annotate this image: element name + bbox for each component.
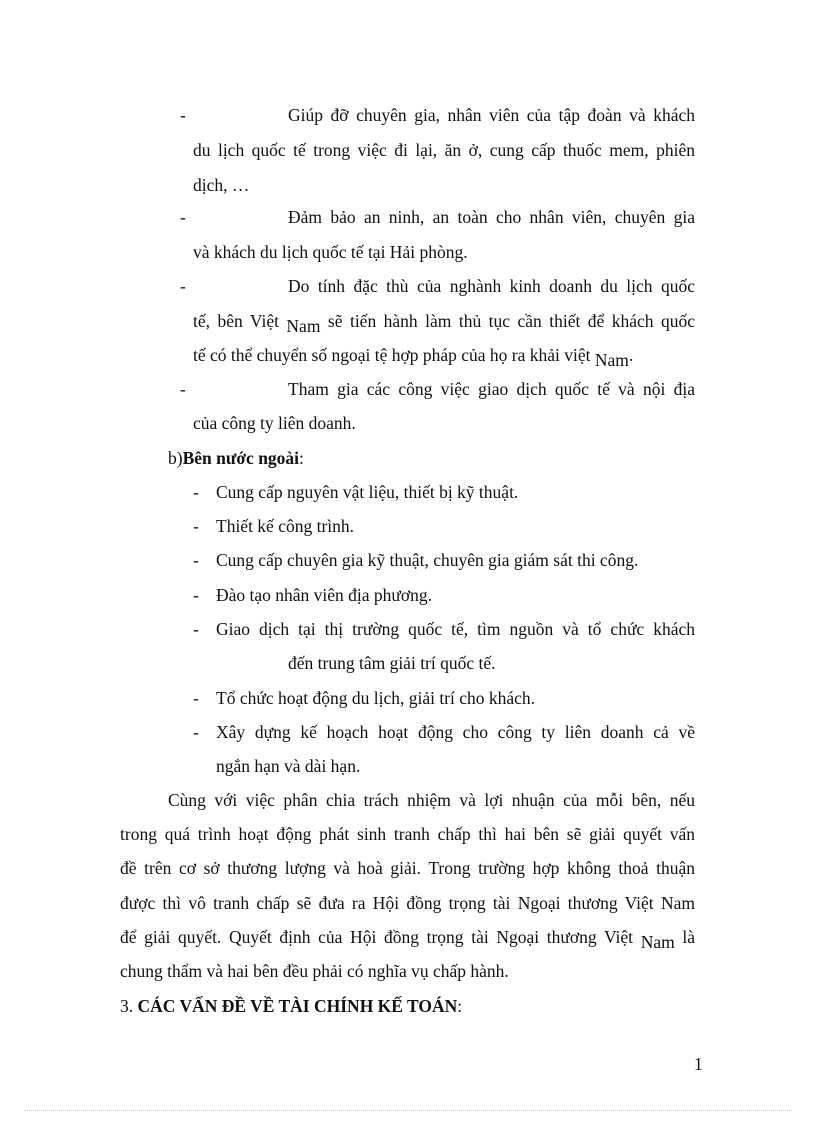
list-item-line: Tổ chức hoạt động du lịch, giải trí cho khách. — [216, 688, 536, 708]
list-item-line: Tham gia các công việc giao dịch quốc tế và nội địa — [288, 379, 695, 399]
heading-text: Bên nước ngoài — [182, 448, 300, 468]
text-run: . — [628, 345, 634, 365]
list-bullet: - — [193, 688, 199, 708]
paragraph-line: trong quá trình hoạt động phát sinh tranh chấp thì hai bên sẽ giải quyết vấn — [120, 824, 695, 844]
text-run: sẽ tiến hành làm thủ tục cần thiết để khách quốc — [327, 311, 696, 331]
text-run: tế, bên Việt — [193, 311, 279, 331]
list-bullet: - — [193, 550, 199, 570]
section-b-heading — [168, 447, 304, 469]
list-item-line: Giúp đỡ chuyên gia, nhân viên của tập đoàn và khách — [288, 105, 695, 125]
list-item-line: du lịch quốc tế trong việc đi lại, ăn ở, cung cấp thuốc mem, phiên — [193, 140, 695, 160]
list-item-line: Thiết kế công trình. — [216, 516, 355, 536]
list-item-line: Giao dịch tại thị trường quốc tế, tìm nguồn và tổ chức khách — [216, 619, 695, 639]
paragraph-line: Cùng với việc phân chia trách nhiệm và lợi nhuận của mỗi bên, nếu — [168, 790, 695, 810]
list-bullet: - — [193, 516, 199, 536]
list-bullet: - — [193, 482, 199, 502]
list-item-line: và khách du lịch quốc tế tại Hải phòng. — [193, 242, 468, 262]
list-item-line: Đảm bảo an ninh, an toàn cho nhân viên, chuyên gia — [288, 207, 695, 227]
list-bullet: - — [180, 379, 186, 399]
list-item-line: ngắn hạn và dài hạn. — [216, 756, 361, 776]
paragraph-line: được thì vô tranh chấp sẽ đưa ra Hội đồng trọng tài Ngoại thương Việt Nam — [120, 893, 695, 913]
section-3-heading — [120, 995, 462, 1017]
list-bullet: - — [180, 105, 186, 125]
heading-prefix: b) — [168, 448, 183, 468]
footer-divider — [24, 1110, 792, 1111]
list-bullet: - — [193, 722, 199, 742]
subscript-text: Nam — [594, 350, 629, 370]
page-number: 1 — [694, 1054, 703, 1074]
list-item-line — [193, 344, 634, 370]
paragraph-line: đề trên cơ sở thương lượng và hoà giải. Trong trường hợp không thoả thuận — [120, 858, 695, 878]
list-item-line: Xây dựng kế hoạch hoạt động cho công ty liên doanh cả về — [216, 722, 695, 742]
list-bullet: - — [193, 619, 199, 639]
heading-text: CÁC VẤN ĐỀ VỀ TÀI CHÍNH KẾ TOÁN — [137, 996, 458, 1016]
list-item-line: đến trung tâm giải trí quốc tế. — [288, 653, 496, 673]
text-run: để giải quyết. Quyết định của Hội đồng trọng tài Ngoại thương Việt — [120, 927, 634, 947]
list-bullet: - — [180, 276, 186, 296]
list-item-line: Do tính đặc thù của nghành kinh doanh du lịch quốc — [288, 276, 695, 296]
heading-number: 3. — [120, 996, 134, 1016]
heading-suffix: : — [299, 448, 304, 468]
text-run: tế có thể chuyển số ngoại tệ hợp pháp của họ ra khải việt — [193, 345, 591, 365]
list-item-line: Cung cấp chuyên gia kỹ thuật, chuyên gia giám sát thi công. — [216, 550, 639, 570]
paragraph-line — [120, 926, 696, 952]
paragraph-line: chung thẩm và hai bên đều phải có nghĩa vụ chấp hành. — [120, 961, 509, 981]
list-bullet: - — [180, 207, 186, 227]
list-item-line: dịch, … — [193, 175, 250, 195]
list-item-line: của công ty liên doanh. — [193, 413, 356, 433]
list-bullet: - — [193, 585, 199, 605]
list-item-line: Đào tạo nhân viên địa phương. — [216, 585, 433, 605]
heading-suffix: : — [457, 996, 463, 1016]
subscript-text: Nam — [640, 932, 675, 952]
list-item-line — [193, 310, 696, 336]
text-run: là — [682, 927, 696, 947]
subscript-text: Nam — [286, 316, 321, 336]
list-item-line: Cung cấp nguyên vật liệu, thiết bị kỹ thuật. — [216, 482, 519, 502]
